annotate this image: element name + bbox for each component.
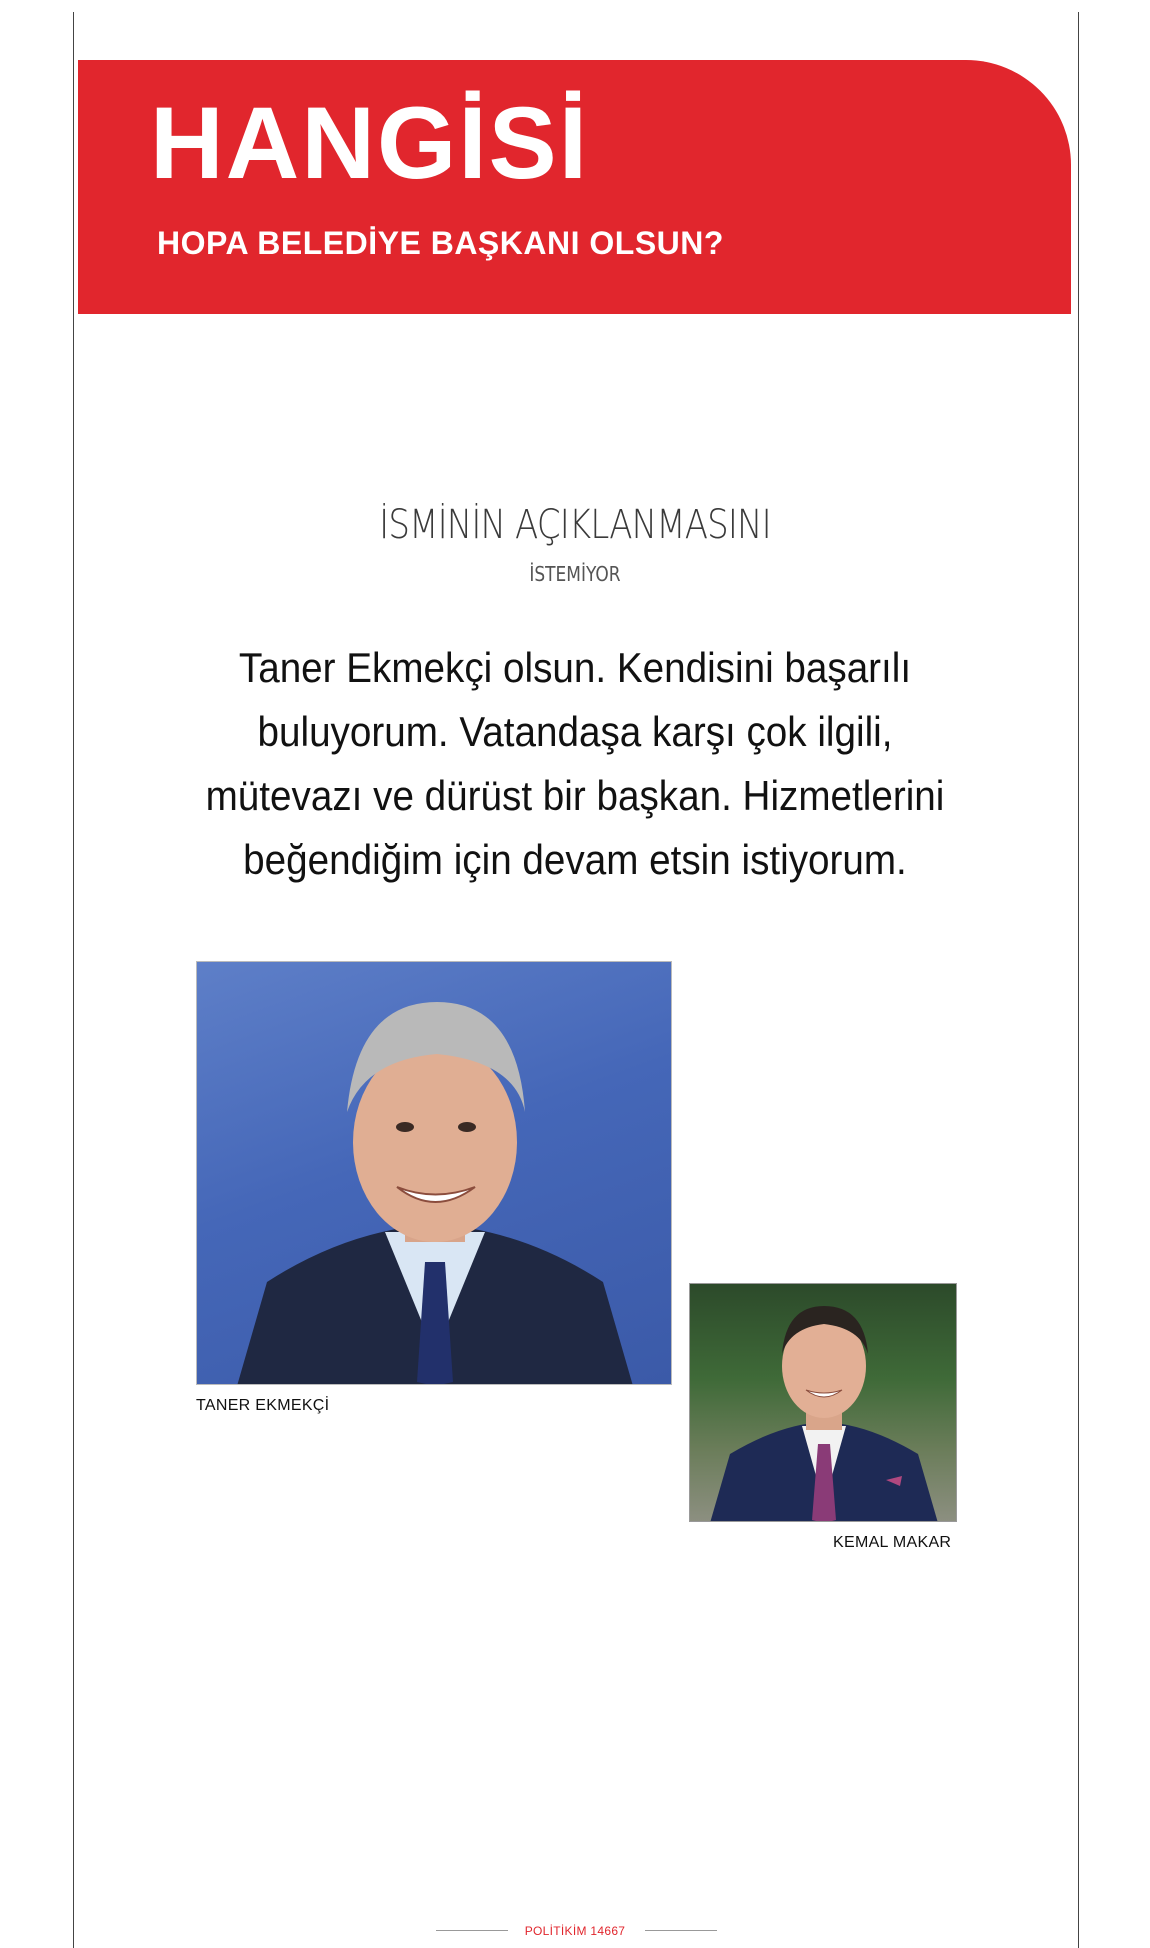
page-border-left bbox=[73, 12, 74, 1948]
footer-label: POLİTİKİM 14667 bbox=[524, 1924, 626, 1938]
page-border-right bbox=[1078, 12, 1079, 1948]
respondent-quote: Taner Ekmekçi olsun. Kendisini başarılı buluyorum. Vatandaşa karşı çok ilgili, mütevazı ve dürüst bir başkan. Hizmetlerini beğendiğim için devam etsin istiyorum. bbox=[205, 644, 945, 883]
candidate-photo-kemal-makar bbox=[689, 1283, 957, 1522]
respondent-name: İSMİNİN AÇIKLANMASINI bbox=[379, 502, 771, 548]
photo-caption-kemal-makar: KEMAL MAKAR bbox=[833, 1534, 952, 1551]
candidate-photo-taner-ekmekci bbox=[196, 961, 672, 1385]
footer-divider-right bbox=[645, 1930, 717, 1931]
respondent-note: İSTEMİYOR bbox=[529, 562, 621, 586]
banner-title: HANGİSİ bbox=[150, 86, 590, 200]
photo-caption-taner-ekmekci: TANER EKMEKÇİ bbox=[196, 1397, 330, 1414]
banner-subtitle: HOPA BELEDİYE BAŞKANI OLSUN? bbox=[157, 225, 724, 261]
